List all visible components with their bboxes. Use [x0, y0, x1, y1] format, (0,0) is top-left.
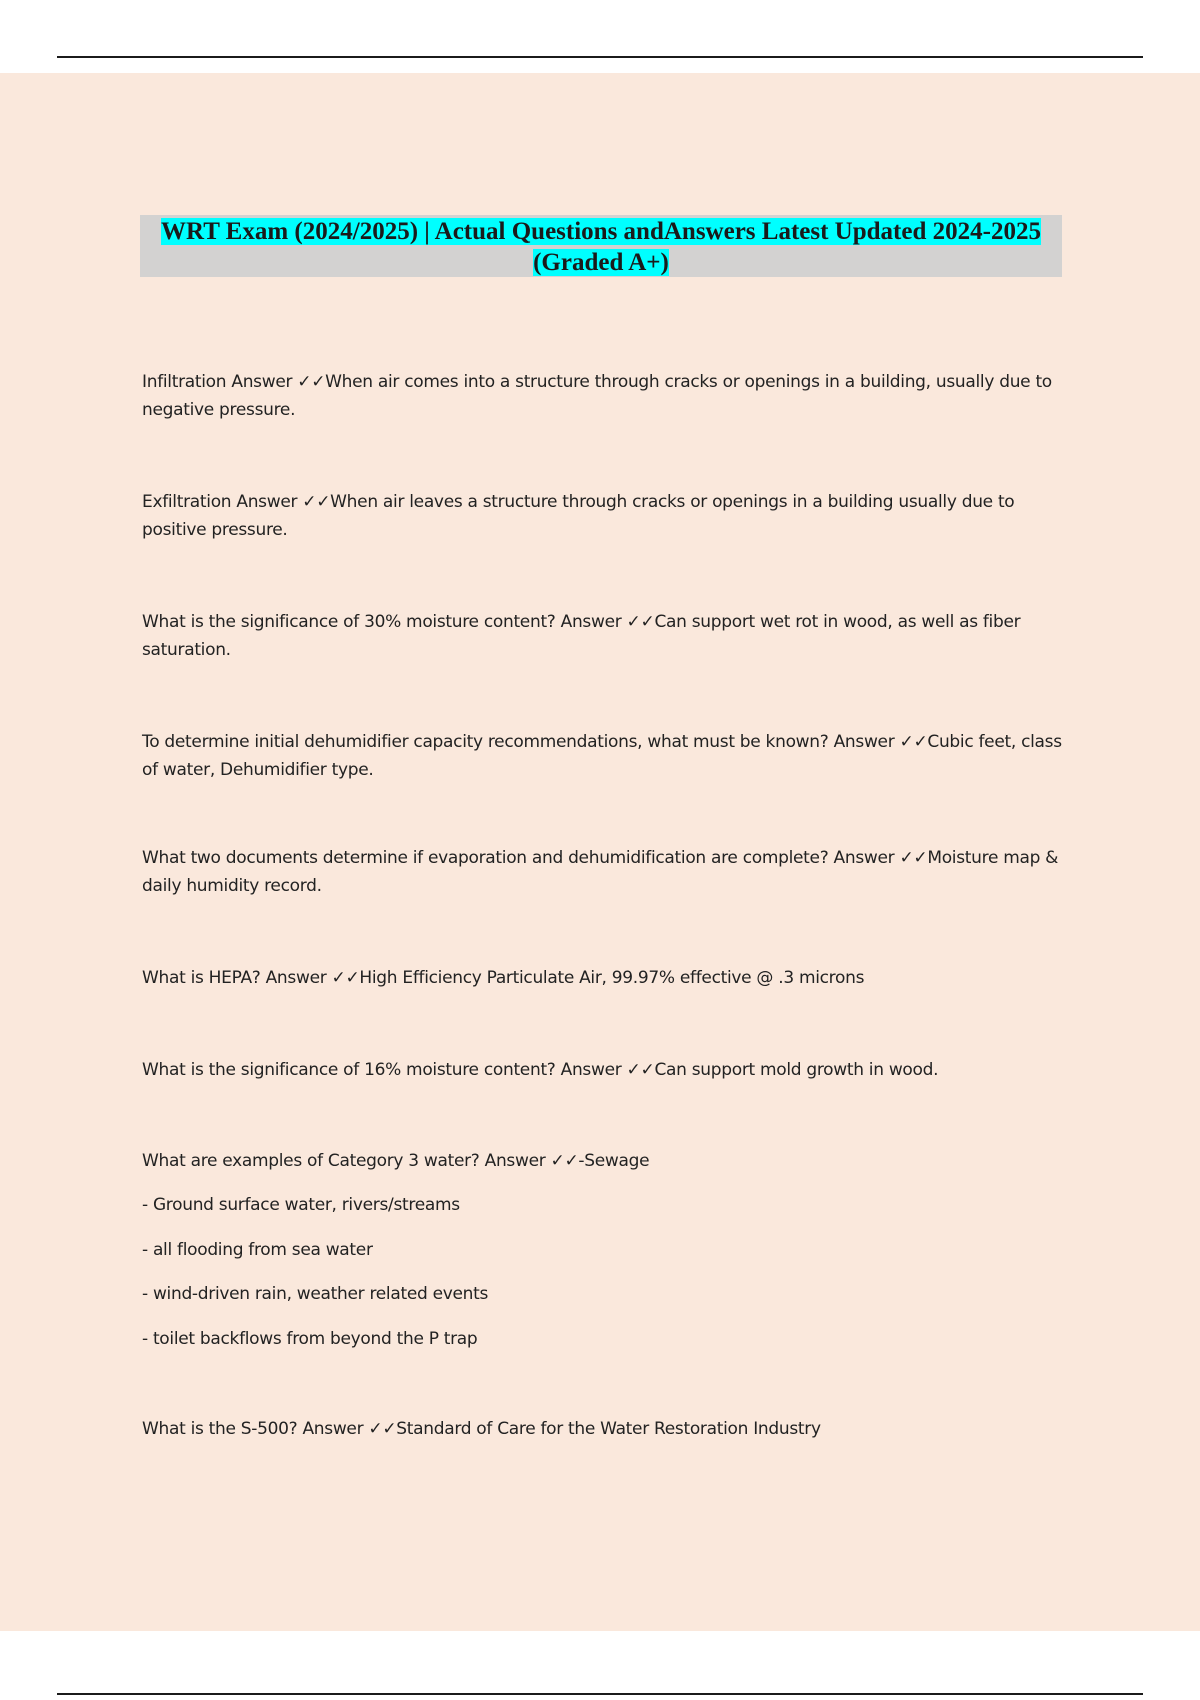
bottom-rule: [57, 1693, 1143, 1695]
qa-item-s500: What is the S-500? Answer ✓✓Standard of Care for the Water Restoration Industry: [142, 1419, 821, 1439]
list-item: - all flooding from sea water: [142, 1240, 373, 1260]
qa-item-hepa: What is HEPA? Answer ✓✓High Efficiency Particulate Air, 99.97% effective @ .3 microns: [142, 968, 865, 988]
qa-item-dehumidifier-capacity: To determine initial dehumidifier capacity recommendations, what must be known? Answer ✓✓Cubic feet, class of water, Dehumidifier type.: [142, 732, 1062, 780]
qa-item-two-documents: What two documents determine if evaporation and dehumidification are complete? Answer ✓✓Moisture map & daily humidity record.: [142, 848, 1059, 896]
list-item: - Ground surface water, rivers/streams: [142, 1195, 460, 1215]
qa-item-16-percent-moisture: What is the significance of 16% moisture content? Answer ✓✓Can support mold growth in wood.: [142, 1060, 939, 1080]
top-rule: [57, 56, 1143, 58]
document-title: WRT Exam (2024/2025) | Actual Questions andAnswers Latest Updated 2024-2025 (Graded A+): [161, 218, 1041, 276]
title-band: [140, 215, 1062, 277]
qa-item-infiltration: Infiltration Answer ✓✓When air comes into a structure through cracks or openings in a building, usually due to negative pressure.: [142, 372, 1052, 420]
list-item: - wind-driven rain, weather related events: [142, 1284, 489, 1304]
document-page: [0, 73, 1200, 1631]
qa-item-exfiltration: Exfiltration Answer ✓✓When air leaves a structure through cracks or openings in a building usually due to positive pressure.: [142, 492, 1015, 540]
qa-item-30-percent-moisture: What is the significance of 30% moisture content? Answer ✓✓Can support wet rot in wood, as well as fiber saturation.: [142, 612, 1021, 660]
list-item: - toilet backflows from beyond the P trap: [142, 1329, 478, 1349]
qa-item-category-3-water: What are examples of Category 3 water? Answer ✓✓-Sewage: [142, 1151, 650, 1171]
